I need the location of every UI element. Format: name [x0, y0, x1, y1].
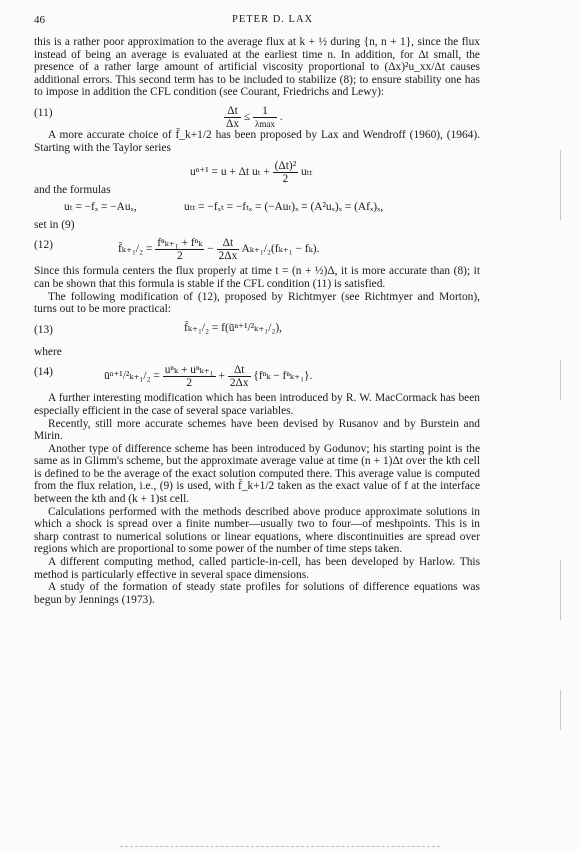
scan-margin-mark [560, 150, 561, 220]
paragraph: A study of the formation of steady state profiles for solutions of difference equations was begun by Jennings (1973). [34, 581, 480, 606]
page-header [0, 14, 580, 32]
fraction-denominator: 2 [282, 173, 289, 186]
fraction [155, 237, 204, 262]
paragraph: set in (9) [34, 218, 75, 231]
fraction-denominator: 2Δx [218, 250, 238, 263]
equation-lhs: f̄ₖ₊₁/₂ = [118, 243, 153, 256]
paragraph: Recently, still more accurate schemes have been devised by Rusanov and by Burstein and Mirin. [34, 417, 480, 443]
paragraph: Calculations performed with the methods described above produce approximate solutions in which a shock is spread over a finite number—usually two to four—of meshpoints. This is in sharp contrast to numerical solutions or linear equations, where discontinuities are spread over regions which are proportional to some power of the number of time steps taken. [34, 505, 480, 556]
equation-14 [34, 358, 480, 392]
fraction-numerator: Δt [228, 364, 251, 377]
fraction-denominator: 2 [186, 377, 193, 390]
fraction-numerator: (Δt)² [274, 160, 297, 173]
equation-13 [34, 316, 480, 346]
equation-lhs: ūⁿ⁺¹/²ₖ₊₁/₂ = [104, 370, 160, 383]
paragraph: A more accurate choice of f̄_k+1/2 has been proposed by Lax and Wendroff (1960), (1964). Starting with the Taylor series [34, 128, 480, 154]
fraction [217, 237, 240, 262]
formula-ut: uₜ = −fₓ = −Auₓ, [64, 200, 137, 213]
fraction [228, 364, 251, 389]
paragraph: and the formulas [34, 184, 111, 197]
fraction-numerator: uⁿₖ + uⁿₖ₊₁ [164, 364, 214, 377]
fraction-denominator: Δx [226, 117, 240, 130]
paragraph: A different computing method, called particle-in-cell, has been developed by Harlow. This method is particularly effective in several space dimensions. [34, 556, 480, 581]
formula-utt: uₜₜ = −fₓₜ = −fₜₓ = (−Auₜ)ₓ = (A²uₓ)ₓ = (Afₓ)ₓ, [184, 200, 384, 213]
fraction-numerator: fⁿₖ₊₁ + fⁿₖ [157, 237, 203, 250]
fraction [163, 364, 216, 389]
equation-tail: . [279, 111, 283, 124]
equation-label: (11) [34, 106, 53, 119]
scan-margin-mark [560, 360, 561, 400]
equation-label: (12) [34, 239, 53, 252]
equation-tail: {fⁿₖ − fⁿₖ₊₁}. [253, 370, 313, 383]
operator: − [207, 243, 214, 256]
equation-taylor [34, 154, 480, 184]
equation-label: (14) [34, 366, 53, 379]
fraction-numerator: 1 [253, 105, 277, 118]
paragraph: where [34, 345, 62, 358]
fraction [224, 105, 241, 130]
running-head: PETER D. LAX [232, 14, 314, 25]
scan-bottom-edge [120, 846, 440, 847]
paragraph: this is a rather poor approximation to the average flux at k + ½ during {n, n + 1}, since the flux instead of being an average is evaluated at the earliest time n. In addition, for Δt small, the presence of a rather large amount of artificial viscosity proportional to (Δx)²u_xx/Δt causes additional errors. This second term has to be included to stabilize (8); to ensure stability one has to impose in addition the CFL condition (see Courant, Friedrichs and Lewy): [34, 36, 480, 99]
fraction [273, 160, 299, 185]
fraction-denominator: 2Δx [229, 377, 249, 390]
equation-body [104, 364, 312, 389]
equation-label: (13) [34, 323, 53, 336]
equation-body [224, 105, 283, 130]
paragraph: A further interesting modification which has been introduced by R. W. MacCormack has been especially efficient in the case of several space variables. [34, 392, 480, 417]
scan-margin-mark [560, 690, 561, 730]
equation-body: f̄ₖ₊₁/₂ = f(ūⁿ⁺¹/²ₖ₊₁/₂), [184, 321, 282, 334]
fraction-numerator: Δt [217, 237, 240, 250]
page-body [34, 36, 480, 606]
paragraph: The following modification of (12), proposed by Richtmyer (see Richtmyer and Morton), turns out to be more practical: [34, 290, 480, 316]
equation-formulas [34, 199, 480, 217]
fraction-denominator: λmax [255, 118, 275, 129]
equation-body [118, 237, 319, 262]
equation-12 [34, 231, 480, 265]
equation-body [190, 160, 312, 185]
equation-tail: Aₖ₊₁/₂(fₖ₊₁ − fₖ). [241, 243, 320, 256]
paragraph: Another type of difference scheme has been introduced by Godunov; his starting point is the same as in Glimm's scheme, but the approximate average value at time (n + 1)Δt over the kth cell is defined to be the average of the exact solution computed there. This average value is computed from the flux relation, i.e., (9) is used, with f̄_k+1/2 taken as the exact value of f at the interface between the kth and (k + 1)st cell. [34, 442, 480, 506]
relation-symbol: ≤ [243, 111, 251, 124]
fraction-denominator: 2 [176, 250, 183, 263]
equation-11 [34, 99, 480, 129]
fraction [253, 105, 277, 130]
page-number: 46 [34, 14, 45, 26]
paragraph: Since this formula centers the flux properly at time t = (n + ½)Δ, it is more accurate than (8); it can be shown that this formula is stable if the CFL condition (11) is satisfied. [34, 265, 480, 290]
equation-tail: uₜₜ [300, 166, 313, 179]
scan-margin-mark [560, 560, 561, 620]
equation-lhs: uⁿ⁺¹ = u + Δt uₜ + [190, 166, 270, 179]
fraction-numerator: Δt [224, 105, 241, 118]
operator: + [218, 370, 225, 383]
